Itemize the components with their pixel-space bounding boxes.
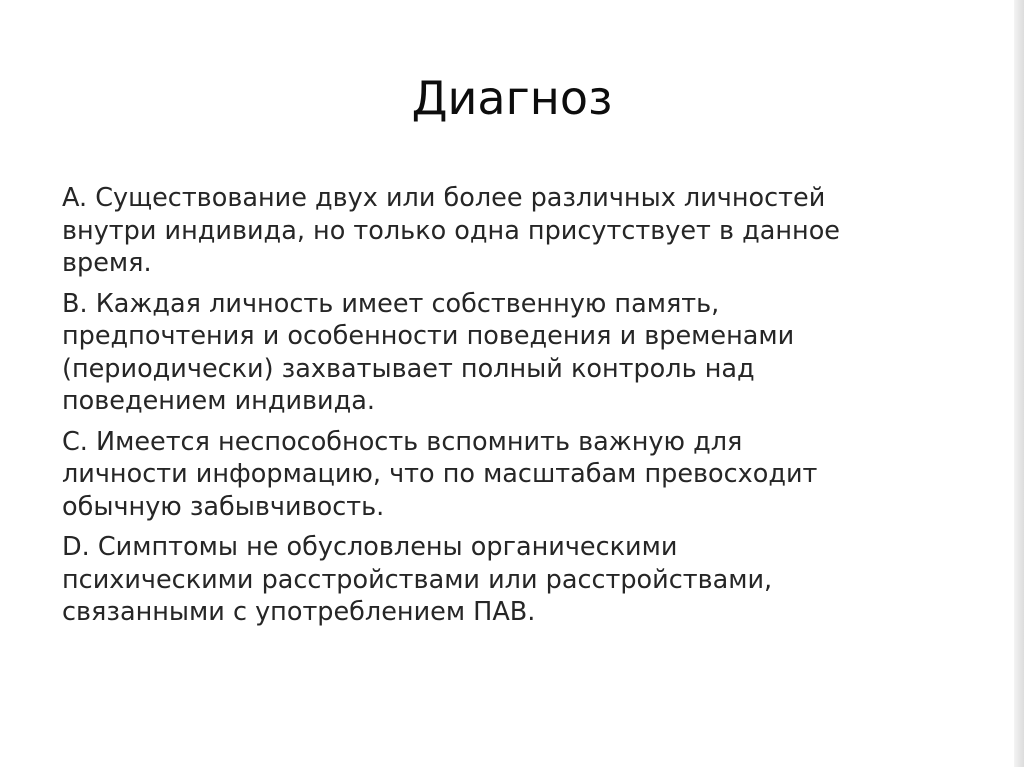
criterion-b: [62, 288, 942, 418]
right-edge-shadow: [1014, 0, 1024, 767]
criterion-d-line-2: психическими расстройствами или расстройствами,: [62, 564, 773, 595]
criterion-b-line-1: B. Каждая личность имеет собственную память,: [62, 288, 720, 319]
criterion-c-line-1: C. Имеется неспособность вспомнить важную для: [62, 426, 743, 457]
slide-title: Диагноз: [411, 71, 613, 125]
criterion-d: [62, 531, 942, 629]
criterion-d-line-1: D. Симптомы не обусловлены органическими: [62, 532, 678, 562]
criterion-c-line-3: обычную забывчивость.: [62, 491, 385, 522]
criterion-b-line-2: предпочтения и особенности поведения и временами: [62, 321, 795, 351]
criterion-b-line-3: (периодически) захватывает полный контроль над: [62, 353, 755, 384]
criterion-a-line-2: внутри индивида, но только одна присутствует в данное: [62, 215, 840, 246]
criterion-a-line-3: время.: [62, 248, 152, 278]
slide-body: [62, 182, 942, 637]
criterion-c-line-2: личности информацию, что по масштабам превосходит: [62, 459, 818, 489]
criterion-b-line-4: поведением индивида.: [62, 386, 375, 416]
criterion-a: [62, 182, 942, 280]
criterion-d-line-3: связанными с употреблением ПАВ.: [62, 597, 536, 627]
criterion-a-line-1: A. Существование двух или более различных личностей: [62, 183, 826, 213]
criterion-c: [62, 426, 942, 524]
